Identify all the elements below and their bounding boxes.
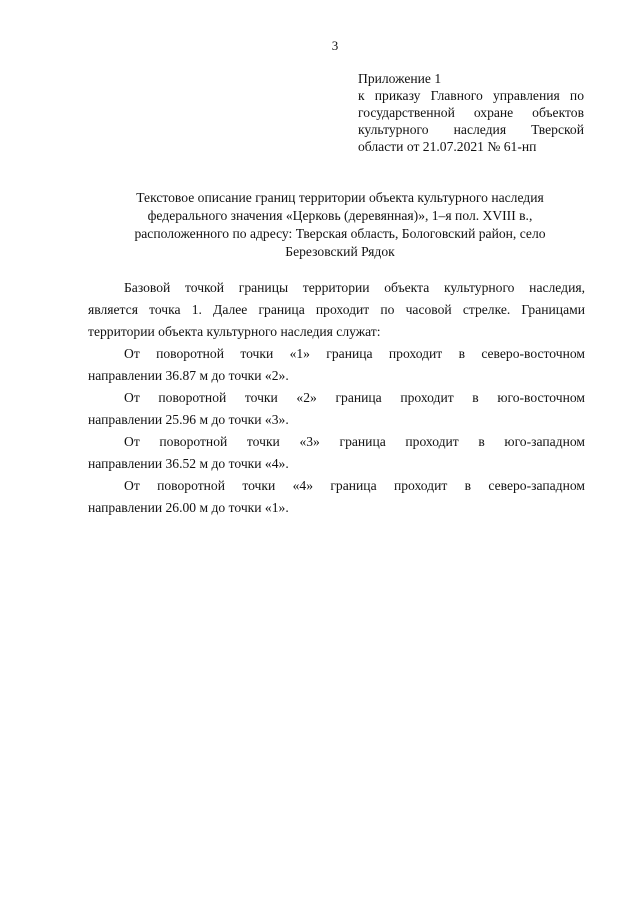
paragraph-line: От поворотной точки «2» граница проходит в юго-восточном [124, 390, 585, 405]
appendix-header [358, 70, 584, 155]
title-line: Текстовое описание границ территории объекта культурного наследия [136, 190, 544, 205]
title-line: Березовский Рядок [285, 244, 395, 259]
document-body [88, 277, 585, 519]
appendix-line: к приказу Главного управления по [358, 88, 584, 103]
paragraph-line: От поворотной точки «4» граница проходит в северо-западном [124, 478, 585, 493]
title-line: федерального значения «Церковь (деревянная)», 1–я пол. XVIII в., [147, 208, 533, 223]
paragraph-point-1 [88, 343, 585, 387]
appendix-line: культурного наследия Тверской [358, 122, 584, 137]
appendix-line: государственной охране объектов [358, 105, 584, 120]
title-line: расположенного по адресу: Тверская область, Бологовский район, село [134, 226, 546, 241]
page-number: 3 [331, 38, 339, 53]
paragraph-line: является точка 1. Далее граница проходит по часовой стрелке. Границами [88, 302, 585, 317]
paragraph-point-3 [88, 431, 585, 475]
paragraph-point-4 [88, 475, 585, 519]
paragraph-line: направлении 36.87 м до точки «2». [88, 368, 289, 383]
paragraph-line: направлении 25.96 м до точки «3». [88, 412, 289, 427]
paragraph-line: территории объекта культурного наследия служат: [88, 324, 381, 339]
paragraph-line: От поворотной точки «3» граница проходит в юго-западном [124, 434, 585, 449]
paragraph-line: От поворотной точки «1» граница проходит в северо-восточном [124, 346, 585, 361]
paragraph-intro [88, 277, 585, 343]
document-title [92, 189, 588, 261]
appendix-line: области от 21.07.2021 № 61-нп [358, 139, 537, 154]
paragraph-point-2 [88, 387, 585, 431]
paragraph-line: Базовой точкой границы территории объекта культурного наследия, [124, 280, 585, 295]
appendix-title: Приложение 1 [358, 71, 442, 86]
paragraph-line: направлении 36.52 м до точки «4». [88, 456, 289, 471]
paragraph-line: направлении 26.00 м до точки «1». [88, 500, 289, 515]
